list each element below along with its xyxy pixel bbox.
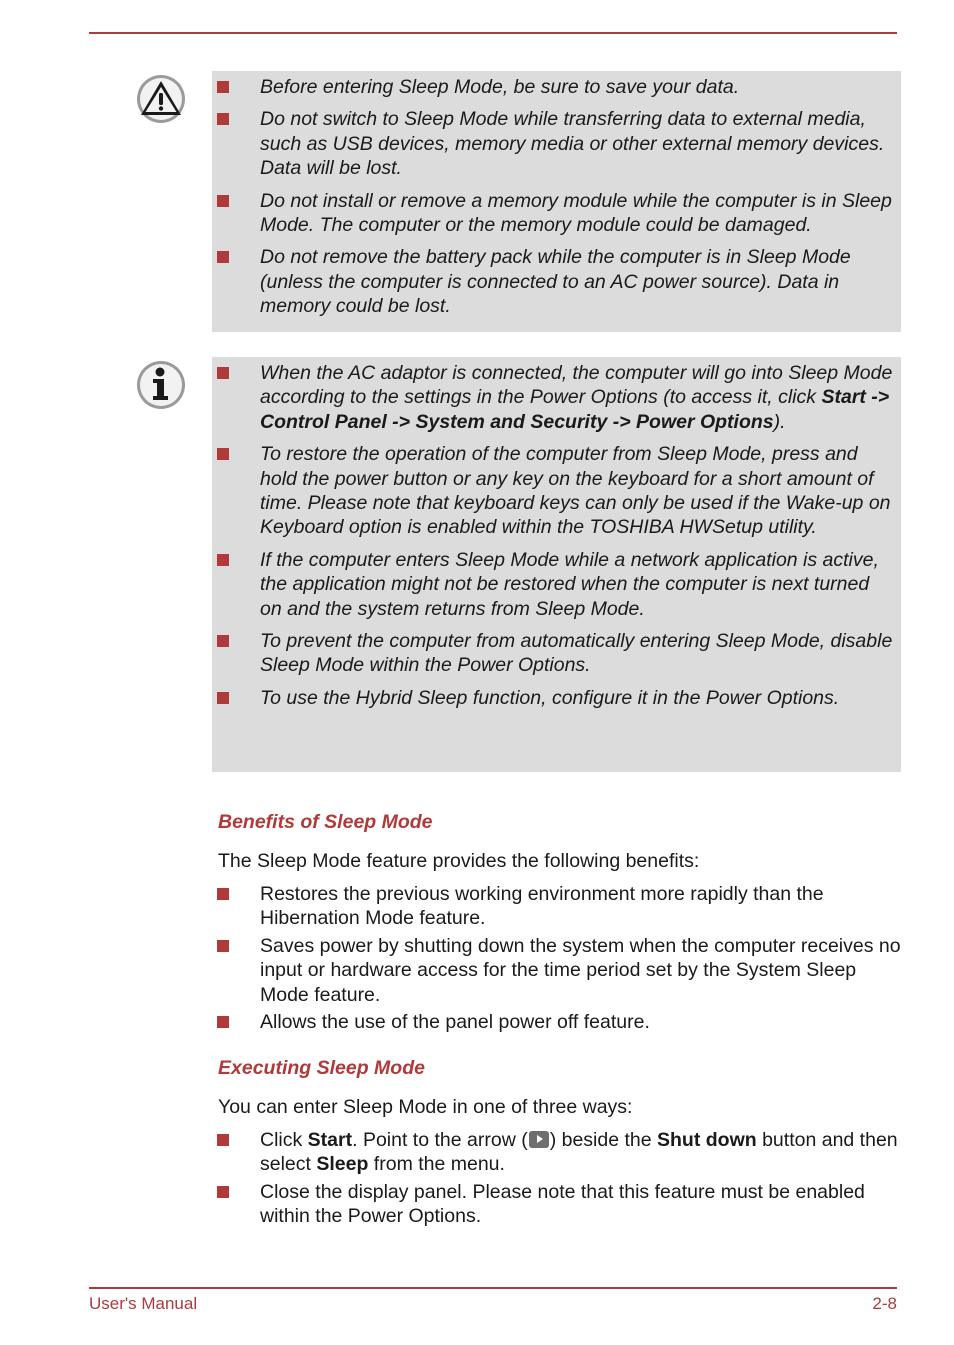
bullet-square bbox=[217, 1134, 229, 1146]
info-icon bbox=[134, 358, 188, 412]
footer-page-number: 2-8 bbox=[872, 1294, 897, 1313]
bullet-square bbox=[217, 692, 229, 704]
list-item: Do not install or remove a memory module while the computer is in Sleep Mode. The computer or the memory module could be damaged. bbox=[212, 189, 893, 238]
list-item: Close the display panel. Please note that this feature must be enabled within the Power Options. bbox=[212, 1180, 902, 1229]
list-item: To use the Hybrid Sleep function, configure it in the Power Options. bbox=[212, 686, 893, 710]
executing-list bbox=[212, 1128, 902, 1232]
benefits-list bbox=[212, 882, 902, 1037]
list-item: Allows the use of the panel power off feature. bbox=[212, 1010, 902, 1034]
footer-manual-title: User's Manual bbox=[89, 1294, 198, 1313]
warning-triangle-icon bbox=[134, 72, 188, 126]
bullet-square bbox=[217, 367, 229, 379]
bullet-square bbox=[217, 448, 229, 460]
list-item: Do not remove the battery pack while the computer is in Sleep Mode (unless the computer is connected to an AC power source). Data in memory could be lost. bbox=[212, 245, 893, 318]
bullet-square bbox=[217, 195, 229, 207]
executing-intro: You can enter Sleep Mode in one of three ways: bbox=[218, 1096, 633, 1118]
list-item: Restores the previous working environment more rapidly than the Hibernation Mode feature. bbox=[212, 882, 902, 931]
list-item: To prevent the computer from automatically entering Sleep Mode, disable Sleep Mode within the Power Options. bbox=[212, 629, 893, 678]
list-item: When the AC adaptor is connected, the computer will go into Sleep Mode according to the settings in the Power Options (to access it, click Start -> Control Panel -> System and Security -> Power Options). bbox=[212, 361, 893, 434]
header-rule bbox=[89, 32, 897, 34]
warning-note bbox=[212, 71, 901, 332]
list-item: Click Start. Point to the arrow ( ) beside the Shut down button and then select Sleep from the menu. bbox=[212, 1128, 902, 1177]
bullet-square bbox=[217, 554, 229, 566]
list-item: Saves power by shutting down the system when the computer receives no input or hardware access for the time period set by the System Sleep Mode feature. bbox=[212, 934, 902, 1007]
bullet-square bbox=[217, 251, 229, 263]
footer-rule bbox=[89, 1287, 897, 1289]
section-heading-benefits: Benefits of Sleep Mode bbox=[218, 811, 433, 833]
bullet-square bbox=[217, 1016, 229, 1028]
bullet-square bbox=[217, 635, 229, 647]
arrow-right-icon bbox=[529, 1131, 549, 1148]
bullet-square bbox=[217, 113, 229, 125]
list-item: Do not switch to Sleep Mode while transferring data to external media, such as USB devices, memory media or other external memory devices. Data will be lost. bbox=[212, 107, 893, 180]
bullet-square bbox=[217, 1186, 229, 1198]
bullet-square bbox=[217, 888, 229, 900]
benefits-intro: The Sleep Mode feature provides the following benefits: bbox=[218, 850, 700, 872]
bullet-square bbox=[217, 81, 229, 93]
bullet-square bbox=[217, 940, 229, 952]
list-item: Before entering Sleep Mode, be sure to save your data. bbox=[212, 75, 893, 99]
section-heading-executing: Executing Sleep Mode bbox=[218, 1057, 425, 1079]
list-item: If the computer enters Sleep Mode while a network application is active, the application might not be restored when the computer is next turned on and the system returns from Sleep Mode. bbox=[212, 548, 893, 621]
info-note bbox=[212, 357, 901, 772]
list-item: To restore the operation of the computer from Sleep Mode, press and hold the power button or any key on the keyboard for a short amount of time. Please note that keyboard keys can only be used if the Wake-up on Keyboard option is enabled within the TOSHIBA HWSetup utility. bbox=[212, 442, 893, 540]
